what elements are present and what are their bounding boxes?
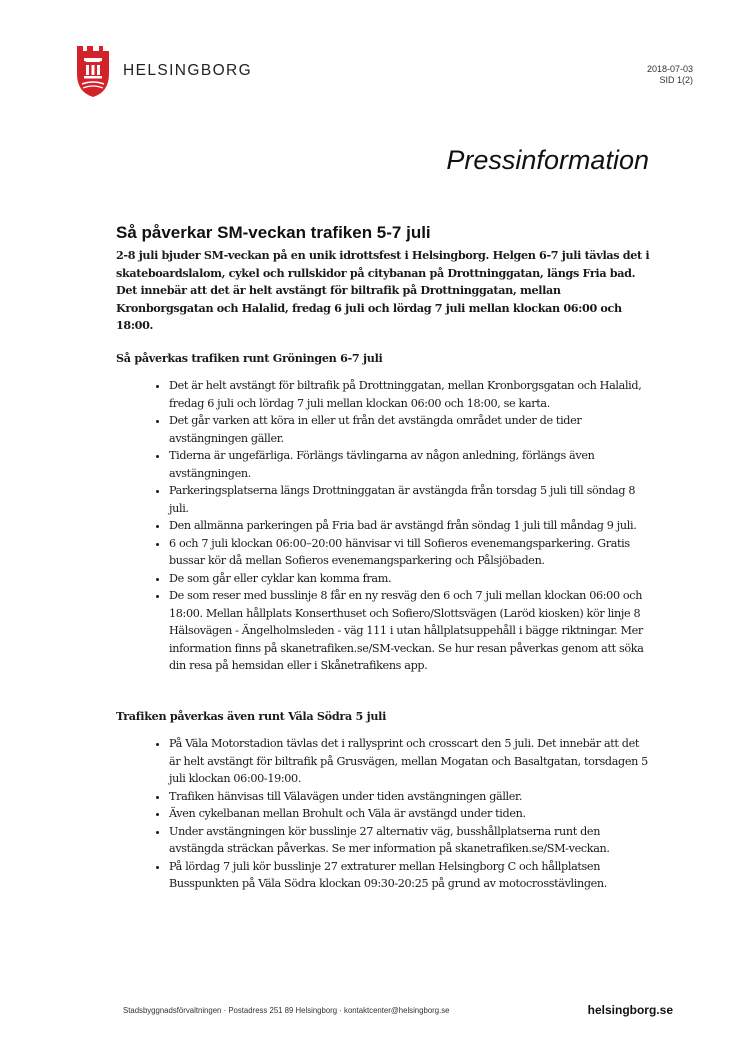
footer-website: helsingborg.se [587,1003,673,1017]
list-item: • De som reser med busslinje 8 får en ny resväg den 6 och 7 juli mellan klockan 06:00 och 18:00. Mellan hållplats Konserthuset och Sofiero/Slottsvägen (Laröd kiosken) kör linje 8 Hälsovägen - Ängelholmsleden - väg 111 i utan hållplatsuppehåll i bägge riktningar. Mer information finns på skanetrafiken.se/SM-veckan. Se hur resan påverkas genom att söka din resa på hemsidan eller i Skånetrafikens app. [169,587,651,675]
list-item: • De som går eller cyklar kan komma fram. [169,570,651,588]
list-item: • Det går varken att köra in eller ut från det avstängda området under de tider avstängningen gäller. [169,412,651,447]
section-heading-groningen: Så påverkas trafiken runt Gröningen 6-7 juli [116,350,383,365]
document-meta [647,64,693,86]
document-body [116,247,651,893]
page-title: Så påverkar SM-veckan trafiken 5-7 juli [116,223,431,242]
list-item: • Den allmänna parkeringen på Fria bad är avstängd från söndag 1 juli till måndag 9 juli. [169,517,651,535]
page-number: SID 1(2) [659,75,693,85]
list-item: • På lördag 7 juli kör busslinje 27 extraturer mellan Helsingborg C och hållplatsen Busspunkten på Väla Södra klockan 09:30-20:25 på grund av motocrosstävlingen. [169,858,651,893]
groningen-list [116,377,651,675]
section-heading-vala: Trafiken påverkas även runt Väla Södra 5 juli [116,708,387,723]
document-type: Pressinformation [446,145,649,175]
list-item: • På Väla Motorstadion tävlas det i rallysprint och crosscart den 5 juli. Det innebär att det är helt avstängt för biltrafik på Grusvägen, mellan Mogatan och Basaltgatan, torsdagen 5 juli klockan 06:00-19:00. [169,735,651,788]
document-date: 2018-07-03 [646,64,693,74]
footer-address: Stadsbyggnadsförvaltningen · Postadress 251 89 Helsingborg · kontaktcenter@helsingborg.se [123,1006,450,1015]
list-item: • Det är helt avstängt för biltrafik på Drottninggatan, mellan Kronborgsgatan och Halalid, fredag 6 juli och lördag 7 juli mellan klockan 06:00 och 18:00, se karta. [169,377,651,412]
lead-paragraph: 2-8 juli bjuder SM-veckan på en unik idrottsfest i Helsingborg. Helgen 6-7 juli tävlas det i skateboardslalom, cykel och rullskidor på citybanan på Drottninggatan, längs Fria bad. Det innebär att det är helt avstängt för biltrafik på Drottninggatan, mellan Kronborgsgatan och Halalid, fredag 6 juli och lördag 7 juli mellan klockan 06:00 och 18:00. [116,248,650,332]
list-item: • Tiderna är ungefärliga. Förlängs tävlingarna av någon anledning, förlängs även avstängningen. [169,447,651,482]
list-item: • Under avstängningen kör busslinje 27 alternativ väg, busshållplatserna runt den avstängda sträckan påverkas. Se mer information på skanetrafiken.se/SM-veckan. [169,823,651,858]
list-item: • Även cykelbanan mellan Brohult och Väla är avstängd under tiden. [169,805,651,823]
vala-list [116,735,651,893]
brand-name: HELSINGBORG [123,62,253,79]
list-item: • 6 och 7 juli klockan 06:00–20:00 hänvisar vi till Sofieros evenemangsparkering. Gratis bussar kör då mellan Sofieros evenemangsparkering och Pålsjöbaden. [169,535,651,570]
list-item: • Trafiken hänvisas till Välavägen under tiden avstängningen gäller. [169,788,651,806]
helsingborg-crest-logo [75,44,111,98]
list-item: • Parkeringsplatserna längs Drottninggatan är avstängda från torsdag 5 juli till söndag 8 juli. [169,482,651,517]
